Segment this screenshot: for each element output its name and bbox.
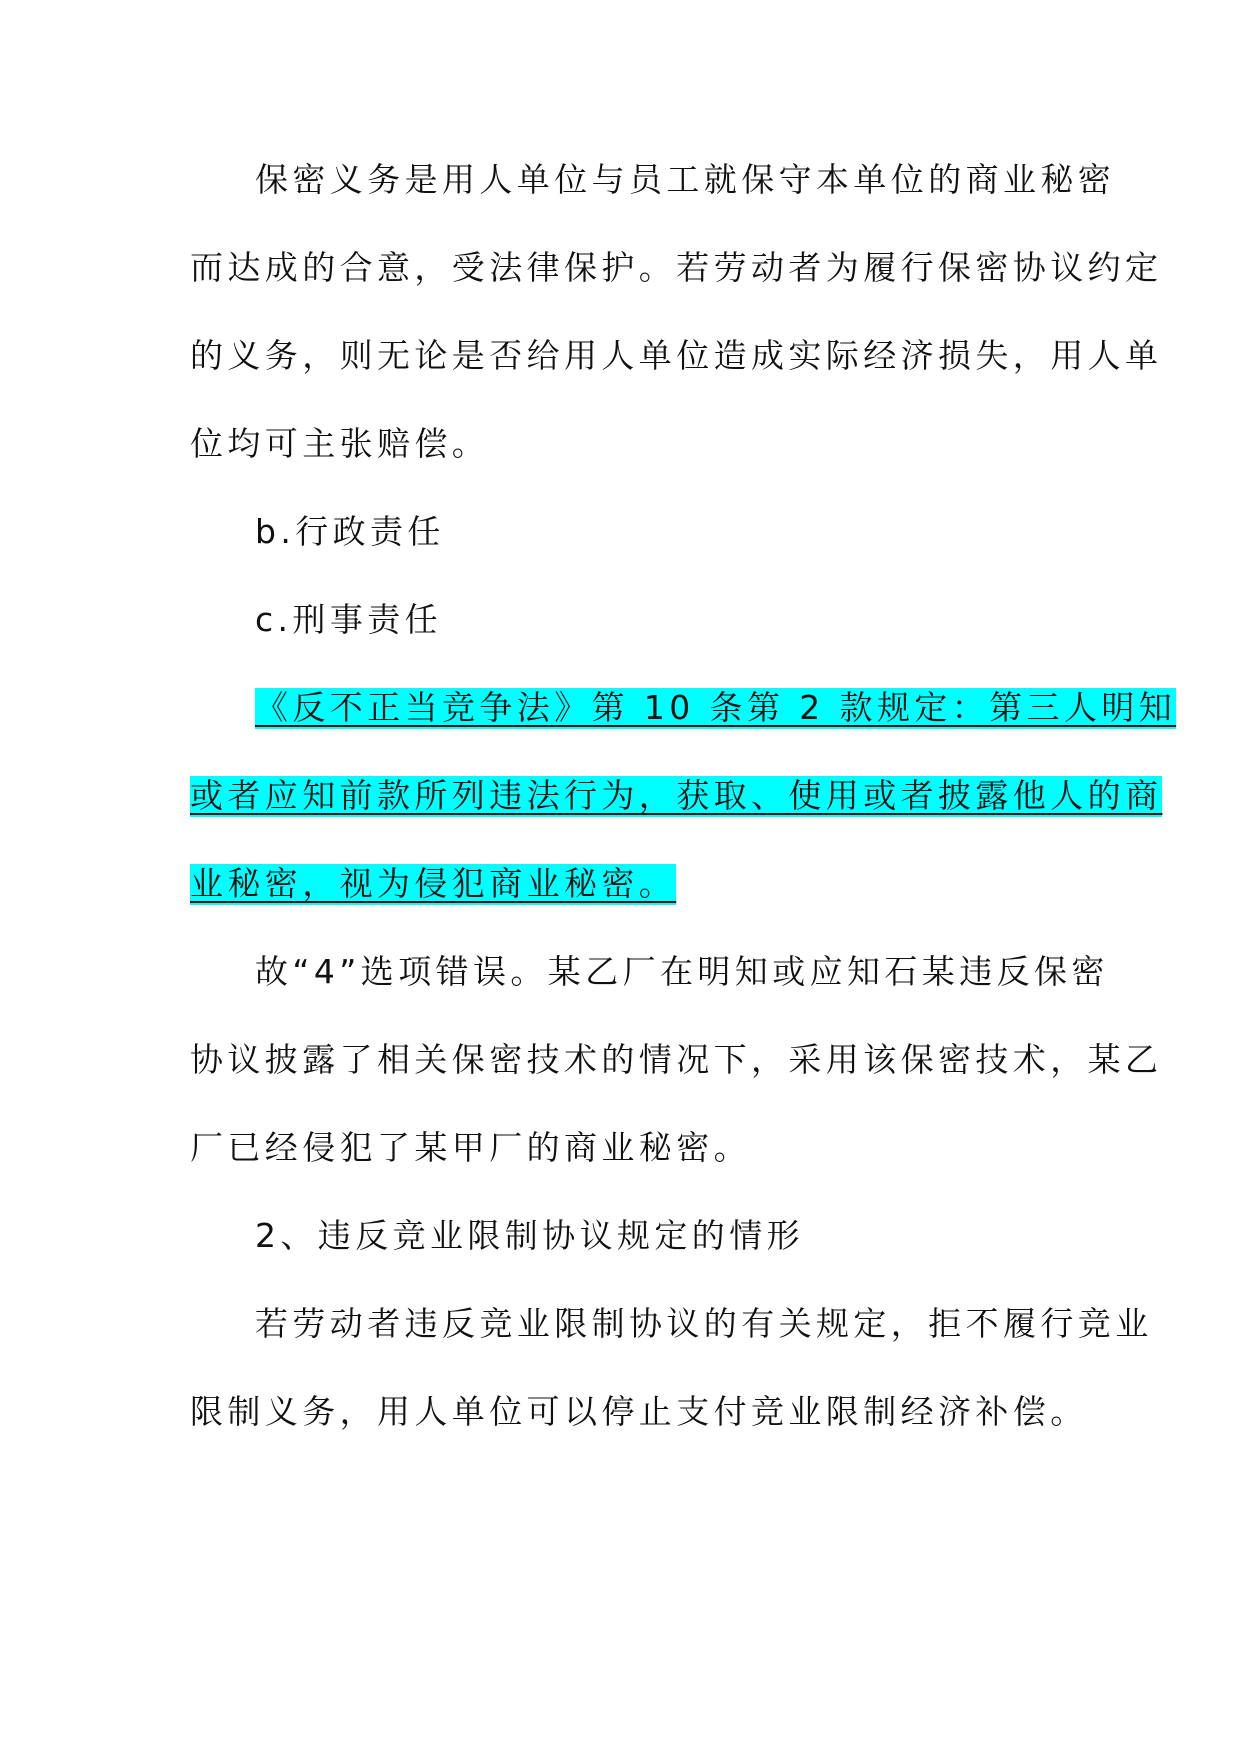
highlighted-line <box>190 771 1163 821</box>
line-text: 协议披露了相关保密技术的情况下，采用该保密技术，某乙 <box>190 1040 1163 1079</box>
line-text: b.行政责任 <box>255 512 445 551</box>
line-text: 保密义务是用人单位与员工就保守本单位的商业秘密 <box>255 160 1116 199</box>
line-text: 位均可主张赔偿。 <box>190 424 490 463</box>
line-text: 的义务，则无论是否给用人单位造成实际经济损失，用人单 <box>190 336 1163 375</box>
paragraph-line <box>190 1035 1163 1085</box>
line-text: 而达成的合意，受法律保护。若劳动者为履行保密协议约定 <box>190 248 1163 287</box>
section-heading <box>255 1211 1060 1261</box>
paragraph-line <box>255 155 1116 205</box>
line-text: 限制义务，用人单位可以停止支付竞业限制经济补偿。 <box>190 1392 1088 1431</box>
highlighted-text: 《反不正当竞争法》第 10 条第 2 款规定：第三人明知 <box>255 688 1177 727</box>
line-text: c.刑事责任 <box>255 600 443 639</box>
paragraph-line <box>190 1387 1088 1437</box>
paragraph-line <box>190 419 1060 469</box>
line-text: 2、违反竞业限制协议规定的情形 <box>255 1216 804 1255</box>
line-text: 厂已经侵犯了某甲厂的商业秘密。 <box>190 1128 751 1167</box>
highlighted-text: 或者应知前款所列违法行为，获取、使用或者披露他人的商 <box>190 776 1163 815</box>
highlighted-text: 业秘密，视为侵犯商业秘密。 <box>190 864 677 903</box>
paragraph-line <box>255 1299 1153 1349</box>
paragraph-line <box>255 947 1109 997</box>
highlighted-line <box>190 859 1060 909</box>
paragraph-line <box>190 243 1163 293</box>
list-item-criminal <box>255 595 1060 645</box>
line-text: 若劳动者违反竞业限制协议的有关规定，拒不履行竞业 <box>255 1304 1153 1343</box>
paragraph-line <box>190 331 1163 381</box>
highlighted-line <box>255 683 1177 733</box>
list-item-administrative <box>255 507 1060 557</box>
paragraph-line <box>190 1123 1060 1173</box>
line-text: 故“4”选项错误。某乙厂在明知或应知石某违反保密 <box>255 952 1109 991</box>
